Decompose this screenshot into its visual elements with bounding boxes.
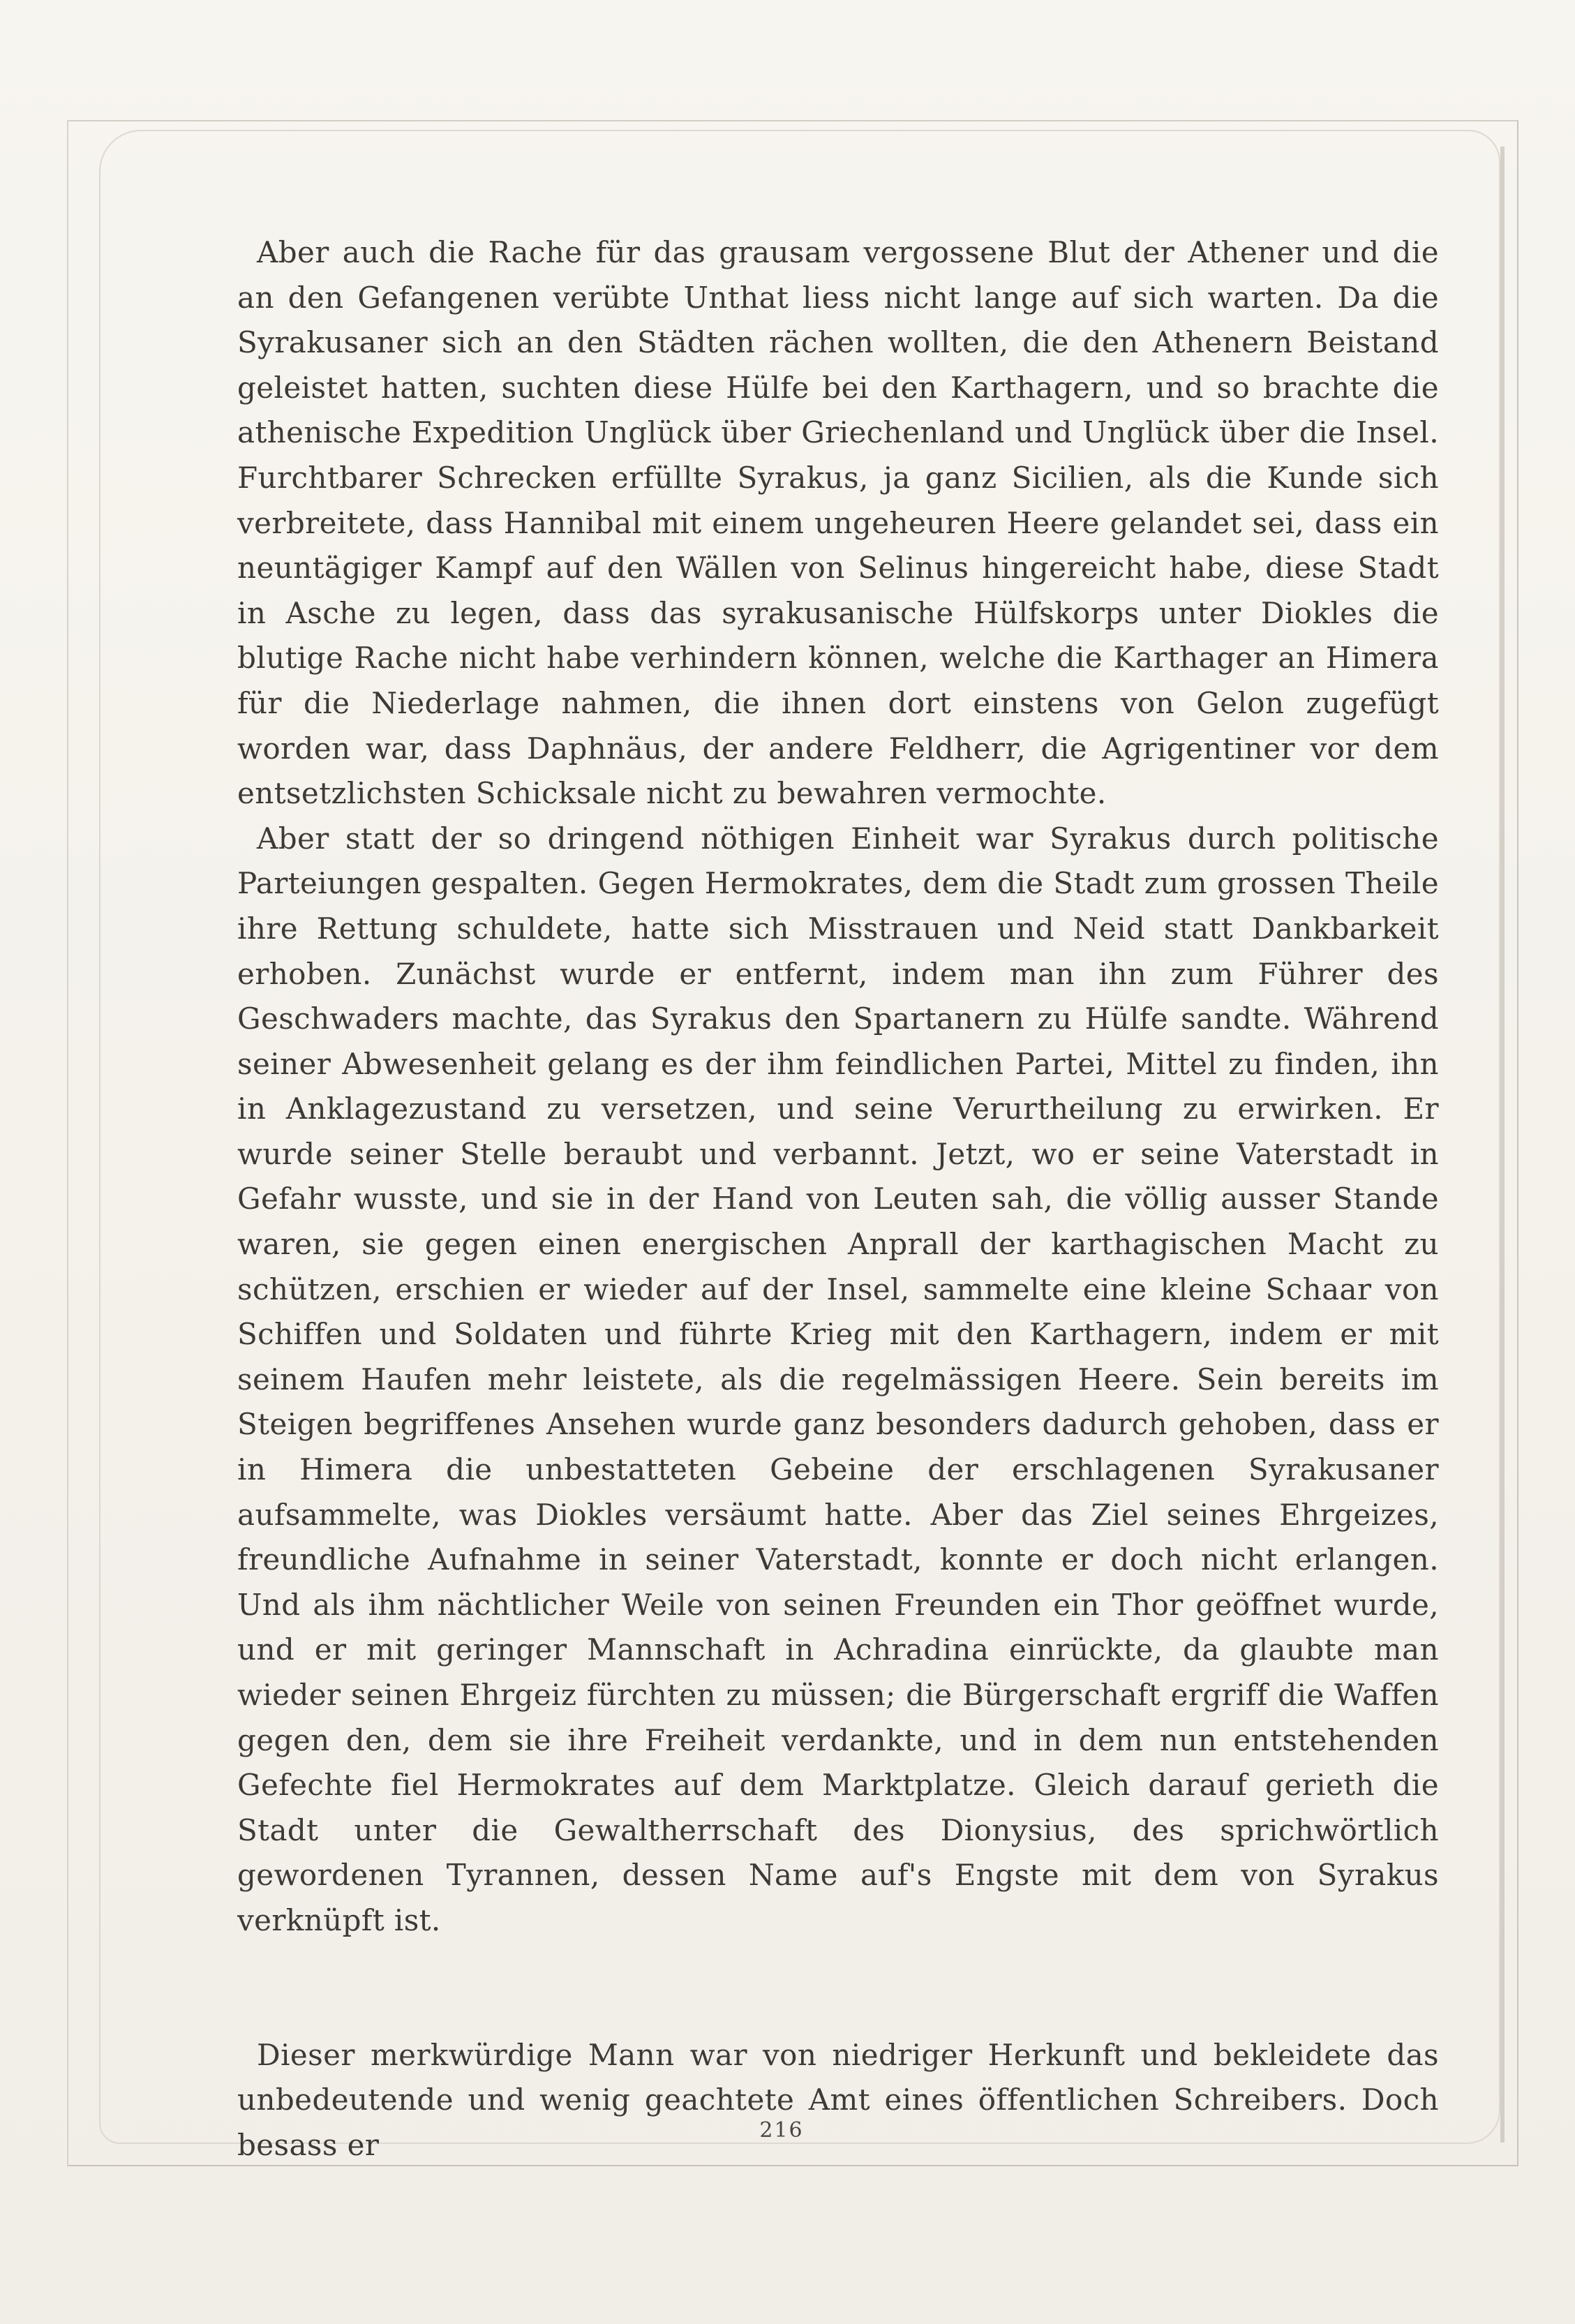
paragraph-dionysius-intro: Dieser merkwürdige Mann war von niedriger Herkunft und bekleidete das unbedeutende und wenig geachtete Amt eines öffentlichen Schreibers. Doch besass er [237,2037,1439,2162]
paragraph-athenian-revenge: Aber auch die Rache für das grausam vergossene Blut der Athener und die an den Gefangenen verübte Unthat liess nicht lange auf sich warten. Da die Syrakusaner sich an den Städten rächen wollten, die den Athenern Beistand geleistet hatten, suchten diese Hülfe bei den Karthagern, und so brachte die athenische Expedition Unglück über Griechenland und Unglück über die Insel. Furchtbarer Schrecken erfüllte Syrakus, ja ganz Sicilien, als die Kunde sich verbreitete, dass Hannibal mit einem ungeheuren Heere gelandet sei, dass ein neuntägiger Kampf auf den Wällen von Selinus hingereicht habe, diese Stadt in Asche zu legen, dass das syrakusanische Hülfskorps unter Diokles die blutige Rache nicht habe verhindern können, welche die Karthager an Himera für die Niederlage nahmen, die ihnen dort einstens von Gelon zugefügt worden war, dass Daphnäus, der andere Feldherr, die Agrigentiner vor dem entsetzlichsten Schicksale nicht zu bewahren vermochte. [237,235,1439,811]
body-text [237,230,1439,2168]
page-number: 216 [759,2118,804,2143]
page-border-shadow [1500,147,1505,2143]
paragraph-hermokrates: Aber statt der so dringend nöthigen Einheit war Syrakus durch politische Parteiungen gespalten. Gegen Hermokrates, dem die Stadt zum grossen Theile ihre Rettung schuldete, hatte sich Misstrauen und Neid statt Dankbarkeit erhoben. Zunächst wurde er entfernt, indem man ihn zum Führer des Geschwaders machte, das Syrakus den Spartanern zu Hülfe sandte. Während seiner Abwesenheit gelang es der ihm feindlichen Partei, Mittel zu finden, ihn in Anklagezustand zu versetzen, und seine Verurtheilung zu erwirken. Er wurde seiner Stelle beraubt und verbannt. Jetzt, wo er seine Vaterstadt in Gefahr wusste, und sie in der Hand von Leuten sah, die völlig ausser Stande waren, sie gegen einen energischen Anprall der karthagischen Macht zu schützen, erschien er wieder auf der Insel, sammelte eine kleine Schaar von Schiffen und Soldaten und führte Krieg mit den Karthagern, indem er mit seinem Haufen mehr leistete, als die regelmässigen Heere. Sein bereits im Steigen begriffenes Ansehen wurde ganz besonders dadurch gehoben, dass er in Himera die unbestatteten Gebeine der erschlagenen Syrakusaner aufsammelte, was Diokles versäumt hatte. Aber das Ziel seines Ehrgeizes, freundliche Aufnahme in seiner Vaterstadt, konnte er doch nicht erlangen. Und als ihm nächtlicher Weile von seinen Freunden ein Thor geöffnet wurde, und er mit geringer Mannschaft in Achradina einrückte, da glaubte man wieder seinen Ehrgeiz fürchten zu müssen; die Bürgerschaft ergriff die Waffen gegen den, dem sie ihre Freiheit verdankte, und in dem nun entstehenden Gefechte fiel Hermokrates auf dem Marktplatze. Gleich darauf gerieth die Stadt unter die Gewaltherrschaft des Dionysius, des sprichwörtlich gewordenen Tyrannen, dessen Name auf's Engste mit dem von Syrakus verknüpft ist. [237,821,1439,1937]
